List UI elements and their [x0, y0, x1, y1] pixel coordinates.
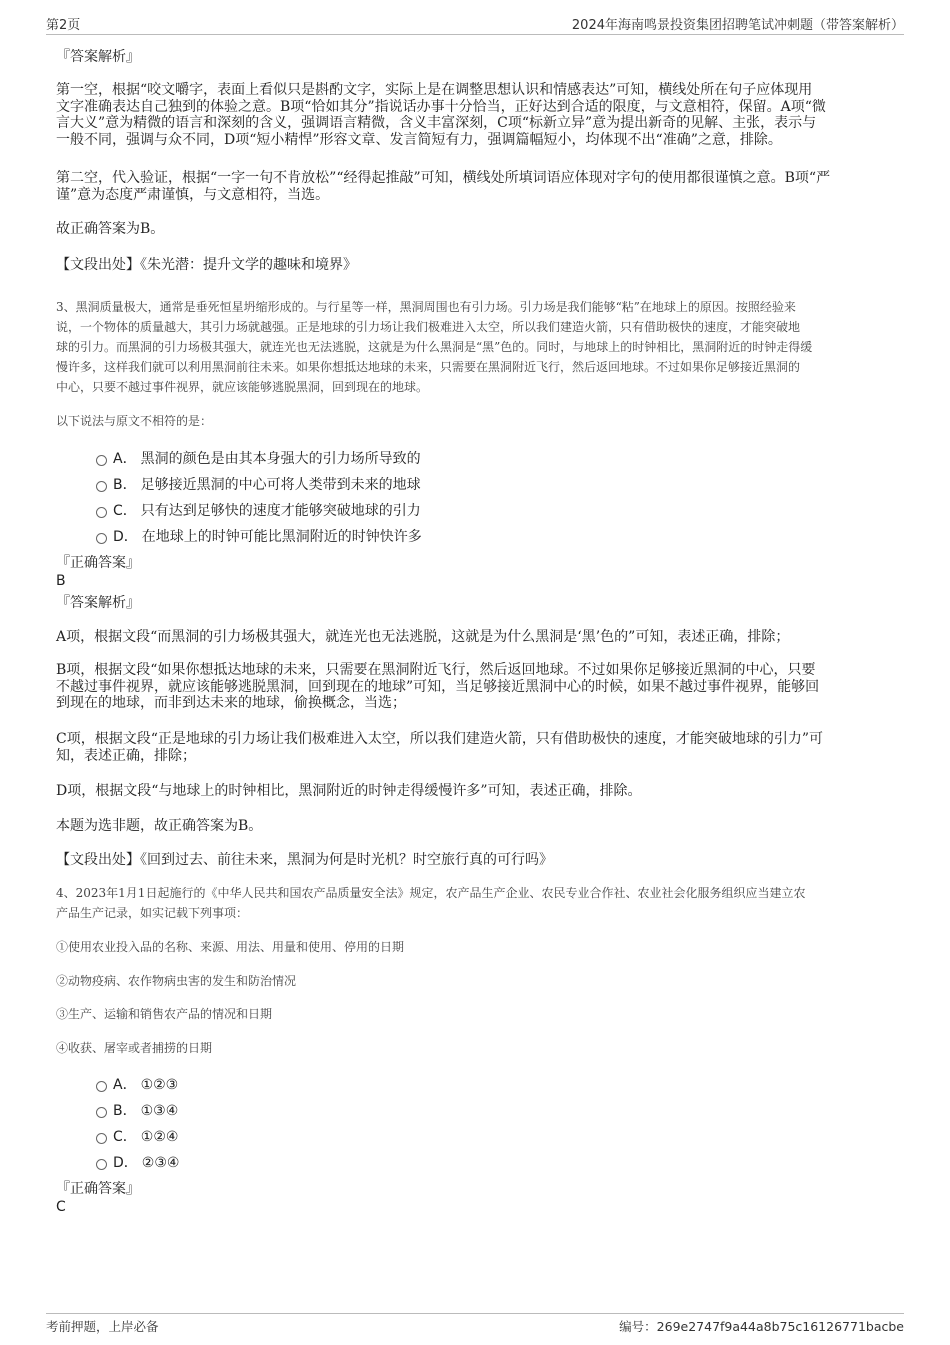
option-c[interactable] [96, 1126, 178, 1146]
analysis-label: 『答案解析』 [56, 595, 140, 611]
text-line: 中心，只要不越过事件视界，就应该能够逃脱黑洞，回到现在的地球。 [56, 380, 429, 394]
page-footer [46, 1313, 904, 1336]
text-line: 谨”意为态度严肃谨慎，与文意相符，当选。 [56, 186, 330, 203]
text-line: 产品生产记录，如实记载下列事项： [56, 906, 249, 920]
option-b[interactable] [96, 474, 421, 494]
list-item: ②动物疫病、农作物病虫害的发生和防治情况 [56, 974, 297, 988]
list-item: ④收获、屠宰或者捕捞的日期 [56, 1041, 213, 1055]
conclusion: 故正确答案为B。 [56, 221, 165, 237]
text-line: B项，根据文段“如果你想抵达地球的未来，只需要在黑洞附近飞行，然后返回地球。不过如果你足够接近黑洞的中心，只要 [56, 662, 816, 678]
option-a[interactable] [96, 1074, 178, 1094]
question-passage [56, 883, 894, 923]
radio-button[interactable] [96, 507, 107, 518]
analysis-paragraph-b [56, 662, 894, 712]
option-text: ①②③ [140, 1077, 179, 1093]
analysis-label: 『答案解析』 [56, 49, 140, 65]
option-text: 足够接近黑洞的中心可将人类带到未来的地球 [140, 477, 421, 493]
option-letter: B． [113, 477, 137, 493]
radio-button[interactable] [96, 1081, 107, 1092]
option-text: ①②④ [140, 1129, 179, 1145]
source-citation: 【文段出处】《回到过去、前往未来，黑洞为何是时光机？时空旅行真的可行吗》 [56, 852, 553, 868]
option-letter: D． [113, 1155, 138, 1171]
text-line: 说，一个物体的质量越大，其引力场就越强。正是地球的引力场让我们极难进入太空，所以我们建造火箭，只有借助极快的速度，才能突破地 [56, 320, 801, 334]
document-title: 2024年海南鸣景投资集团招聘笔试冲刺题（带答案解析） [571, 18, 904, 33]
option-letter: B． [113, 1103, 137, 1119]
option-text: ②③④ [141, 1155, 180, 1171]
text-line: 知，表述正确，排除； [56, 747, 196, 764]
page-header [46, 12, 904, 35]
analysis-paragraph [56, 82, 894, 148]
conclusion: 本题为选非题，故正确答案为B。 [56, 818, 263, 834]
radio-button[interactable] [96, 481, 107, 492]
correct-answer-label: 『正确答案』 [56, 1181, 140, 1197]
text-line: 第一空，根据“咬文嚼字，表面上看似只是斟酌文字，实际上是在调整思想认识和情感表达”可知，横线处所在句子应体现用 [56, 82, 813, 98]
list-item: ③生产、运输和销售农产品的情况和日期 [56, 1007, 273, 1021]
page-number: 第2页 [46, 18, 81, 33]
text-line: 文字准确表达自己独到的体验之意。B项“恰如其分”指说话办事十分恰当，正好达到合适的限度，与文意相符，保留。A项“微 [56, 98, 826, 115]
question-prompt: 以下说法与原文不相符的是： [56, 414, 213, 428]
document-id: 编号：269e2747f9a44a8b75c16126771bacbe [619, 1319, 904, 1334]
text-line: C项，根据文段“正是地球的引力场让我们极难进入太空，所以我们建造火箭，只有借助极快的速度，才能突破地球的引力”可 [56, 731, 824, 747]
text-line: 到现在的地球，而非到达未来的地球，偷换概念，当选； [56, 695, 406, 711]
option-letter: C． [113, 1129, 137, 1145]
analysis-line-d: D项，根据文段“与地球上的时钟相比，黑洞附近的时钟走得缓慢许多”可知，表述正确，排除。 [56, 783, 642, 799]
text-line: 球的引力。而黑洞的引力场极其强大，就连光也无法逃脱，这就是为什么黑洞是“黑”色的。同时，与地球上的时钟相比，黑洞附近的时钟走得缓 [56, 340, 813, 354]
analysis-paragraph [56, 170, 894, 203]
analysis-paragraph-c [56, 731, 894, 764]
option-c[interactable] [96, 500, 421, 520]
option-letter: A． [113, 451, 137, 467]
text-line: 不越过事件视界，就应该能够逃脱黑洞，回到现在的地球”可知，当足够接近黑洞中心的时候，如果不越过事件视界，能够回 [56, 678, 820, 695]
option-letter: A． [113, 1077, 137, 1093]
correct-answer-label: 『正确答案』 [56, 555, 140, 571]
option-text: 黑洞的颜色是由其本身强大的引力场所导致的 [140, 451, 421, 467]
source-citation: 【文段出处】《朱光潜：提升文学的趣味和境界》 [56, 257, 357, 273]
option-d[interactable] [96, 1152, 179, 1172]
option-a[interactable] [96, 448, 421, 468]
option-text: 只有达到足够快的速度才能够突破地球的引力 [140, 503, 421, 519]
text-line: 一般不同，强调与众不同，D项“短小精悍”形容文章、发言简短有力，强调篇幅短小，均体现不出“准确”之意，排除。 [56, 131, 782, 148]
correct-answer: C [56, 1199, 66, 1215]
radio-button[interactable] [96, 455, 107, 466]
radio-button[interactable] [96, 533, 107, 544]
text-line: 3、黑洞质量极大，通常是垂死恒星坍缩形成的。与行星等一样，黑洞周围也有引力场。引力场是我们能够“粘”在地球上的原因。按照经验来 [56, 300, 796, 314]
option-text: ①③④ [140, 1103, 179, 1119]
list-item: ①使用农业投入品的名称、来源、用法、用量和使用、停用的日期 [56, 940, 405, 954]
analysis-line-a: A项，根据文段“而黑洞的引力场极其强大，就连光也无法逃脱，这就是为什么黑洞是‘黑’色的”可知，表述正确，排除； [56, 629, 790, 645]
radio-button[interactable] [96, 1133, 107, 1144]
question-passage [56, 297, 894, 397]
option-d[interactable] [96, 526, 422, 546]
option-letter: D． [113, 529, 138, 545]
option-text: 在地球上的时钟可能比黑洞附近的时钟快许多 [141, 529, 422, 545]
option-letter: C． [113, 503, 137, 519]
text-line: 慢许多，这样我们就可以利用黑洞前往未来。如果你想抵达地球的未来，只需要在黑洞附近飞行，然后返回地球。不过如果你足够接近黑洞的 [56, 360, 801, 374]
correct-answer: B [56, 573, 66, 589]
text-line: 4、2023年1月1日起施行的《中华人民共和国农产品质量安全法》规定，农产品生产企业、农民专业合作社、农业社会化服务组织应当建立农 [56, 886, 806, 900]
text-line: 言大义”意为精微的语言和深刻的含义，强调语言精微，含义丰富深刻，C项“标新立异”意为提出新奇的见解、主张，表示与 [56, 115, 817, 131]
radio-button[interactable] [96, 1107, 107, 1118]
option-b[interactable] [96, 1100, 178, 1120]
footer-slogan: 考前押题，上岸必备 [46, 1319, 159, 1334]
text-line: 第二空，代入验证，根据“一字一句不肯放松”“经得起推敲”可知，横线处所填词语应体现对字句的使用都很谨慎之意。B项“严 [56, 170, 831, 186]
radio-button[interactable] [96, 1159, 107, 1170]
